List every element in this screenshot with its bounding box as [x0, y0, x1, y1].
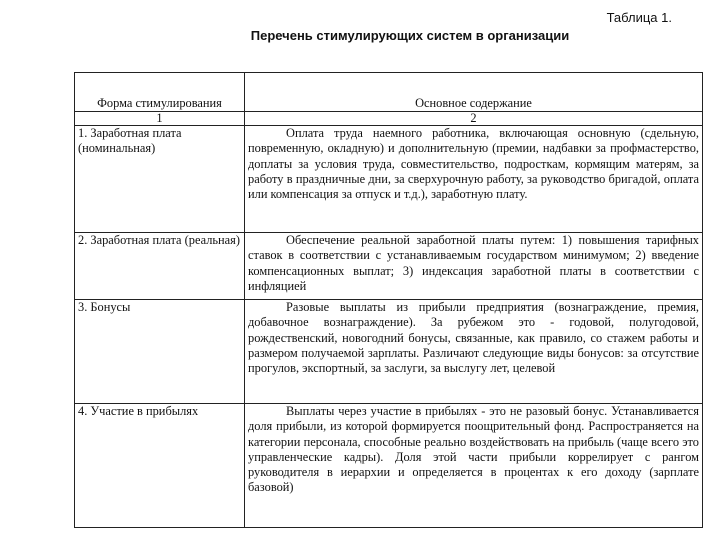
row-content: Оплата труда наемного работника, включающая основную (сдельную, повременную, окладную) и дополнительную (премии, надбавки за профмастерство, доплаты за условия труда, совместительство, подросткам, кормящим матерям, за работу в праздничные дни, за сверхурочную работу, за руководство бригадой, оплата или компенсация за отпуск и т.д.), заработную плату.: [245, 126, 703, 233]
page-title: Перечень стимулирующих систем в организации: [250, 28, 570, 43]
header-form: Форма стимулирования: [75, 73, 245, 112]
row-form: 1. Заработная плата (номинальная): [75, 126, 245, 233]
header-content: Основное содержание: [245, 73, 703, 112]
table-row: [75, 126, 703, 233]
column-number-2: 2: [245, 112, 703, 126]
row-form: 4. Участие в прибылях: [75, 404, 245, 528]
table-row: [75, 300, 703, 404]
column-number-row: [75, 112, 703, 126]
table-caption: Таблица 1.: [606, 10, 672, 25]
table-header-row: [75, 73, 703, 112]
row-content: Обеспечение реальной заработной платы путем: 1) повышения тарифных ставок в соответствии с устанавливаемым государством минимумом; 2) введение компенсационных выплат; 3) индексация заработной платы в соответствии с инфляцией: [245, 233, 703, 300]
row-content: Выплаты через участие в прибылях - это не разовый бонус. Устанавливается доля прибыли, из которой формируется поощрительный фонд. Распространяется на категории персонала, способные реально воздействовать на прибыль (чаще всего это управленческие кадры). Доля этой части прибыли коррелирует с рангом руководителя в иерархии и определяется в процентах к его доходу (зарплате базовой): [245, 404, 703, 528]
row-form: 3. Бонусы: [75, 300, 245, 404]
table-row: [75, 233, 703, 300]
row-content: Разовые выплаты из прибыли предприятия (вознаграждение, премия, добавочное вознаграждение). За рубежом это - годовой, полугодовой, рождественский, новогодний бонусы, связанные, как правило, со стажем работы и размером получаемой зарплаты. Различают следующие виды бонусов: за отсутствие прогулов, экспортный, за заслуги, за выслугу лет, целевой: [245, 300, 703, 404]
row-form: 2. Заработная плата (реальная): [75, 233, 245, 300]
stimulus-systems-table: [74, 72, 703, 528]
column-number-1: 1: [75, 112, 245, 126]
table-row: [75, 404, 703, 528]
